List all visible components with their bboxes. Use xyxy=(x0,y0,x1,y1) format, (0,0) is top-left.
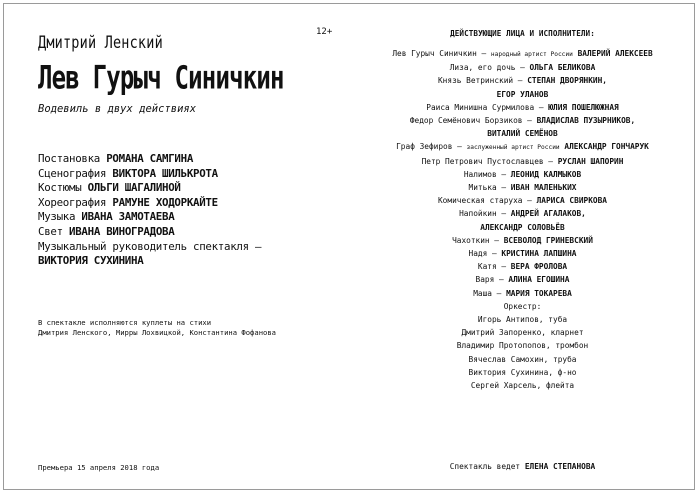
cast-line: Митька – ИВАН МАЛЕНЬКИХ xyxy=(468,183,577,193)
show-host-line: Спектакль ведет ЕЛЕНА СТЕПАНОВА xyxy=(449,462,596,471)
cast-line: Чахоткин – ВСЕВОЛОД ГРИНЕВСКИЙ xyxy=(452,235,593,245)
cast-heading: ДЕЙСТВУЮЩИЕ ЛИЦА И ИСПОЛНИТЕЛИ: xyxy=(450,29,595,38)
cast-line: Граф Зефиров – заслуженный артист России АЛЕКСАНДР ГОНЧАРУК xyxy=(396,142,649,152)
orchestra-member: Сергей Харсель, флейта xyxy=(470,381,575,391)
cast-line: Лев Гурыч Синичкин – народный артист России ВАЛЕРИЙ АЛЕКСЕЕВ xyxy=(392,49,653,58)
credit-line: Сценография ВИКТОРА ШИЛЬКРОТА xyxy=(38,166,218,180)
cast-line: Петр Петрович Пустославцев – РУСЛАН ШАПОРИН xyxy=(421,156,624,166)
verses-note: В спектакле исполняются куплеты на стихи Дмитрия Ленского, Мирры Лохвицкой, Константина Фофанова xyxy=(38,318,276,337)
credit-line: Костюмы ОЛЬГИ ШАГАЛИНОЙ xyxy=(38,181,181,195)
orchestra-member: Владимир Протопопов, тромбон xyxy=(456,341,589,351)
cast-line: Федор Семёнович Борзиков – ВЛАДИСЛАВ ПУЗЫРНИКОВ, xyxy=(409,116,636,126)
credit-line: Постановка РОМАНА САМГИНА xyxy=(38,152,194,165)
cast-line: Катя – ВЕРА ФРОЛОВА xyxy=(477,262,568,272)
play-subtitle: Водевиль в двух действиях xyxy=(38,103,197,115)
cast-line: Надя – КРИСТИНА ЛАПШИНА xyxy=(468,249,577,259)
credit-line: Музыка ИВАНА ЗАМОТАЕВА xyxy=(38,210,175,224)
orchestra-heading: Оркестр: xyxy=(503,301,542,311)
cast-line: Князь Ветринский – СТЕПАН ДВОРЯНКИН, xyxy=(437,76,607,86)
orchestra-member: Вячеслав Самохин, труба xyxy=(468,354,577,364)
author-name: Дмитрий Ленский xyxy=(38,33,163,53)
premiere-date: Премьера 15 апреля 2018 года xyxy=(38,463,160,472)
cast-line: ВИТАЛИЙ СЕМЁНОВ xyxy=(487,129,558,139)
orchestra-member: Игорь Антипов, туба xyxy=(477,315,568,325)
credits-list xyxy=(38,152,338,269)
cast-line: Раиса Минишна Сурмилова – ЮЛИЯ ПОШЕЛЮЖНАЯ xyxy=(426,102,619,112)
left-page xyxy=(38,22,338,115)
cast-line: Налимов – ЛЕОНИД КАЛМЫКОВ xyxy=(463,169,582,179)
cast-line: ЕГОР УЛАНОВ xyxy=(496,89,549,99)
right-page-cast xyxy=(360,29,685,392)
credit-line: Музыкальный руководитель спектакля – xyxy=(38,239,262,253)
cast-line: Маша – МАРИЯ ТОКАРЕВА xyxy=(473,288,572,298)
play-title: Лев Гурыч Синичкин xyxy=(38,59,284,97)
cast-line: Варя – АЛИНА ЕГОШИНА xyxy=(475,275,570,285)
credit-line: Хореография РАМУНЕ ХОДОРКАЙТЕ xyxy=(38,195,218,209)
cast-line: Напойкин – АНДРЕЙ АГАЛАКОВ, xyxy=(459,209,586,219)
cast-line: Лиза, его дочь – ОЛЬГА БЕЛИКОВА xyxy=(449,63,596,73)
credit-line: Свет ИВАНА ВИНОГРАДОВА xyxy=(38,224,175,238)
orchestra-member: Дмитрий Запоренко, кларнет xyxy=(461,328,584,338)
credit-line: ВИКТОРИЯ СУХИНИНА xyxy=(38,254,144,268)
age-rating-badge: 12+ xyxy=(316,27,333,37)
cast-line: АЛЕКСАНДР СОЛОВЬЁВ xyxy=(480,222,565,232)
cast-line: Комическая старуха – ЛАРИСА СВИРКОВА xyxy=(437,196,607,206)
orchestra-member: Виктория Сухинина, ф-но xyxy=(468,367,577,377)
